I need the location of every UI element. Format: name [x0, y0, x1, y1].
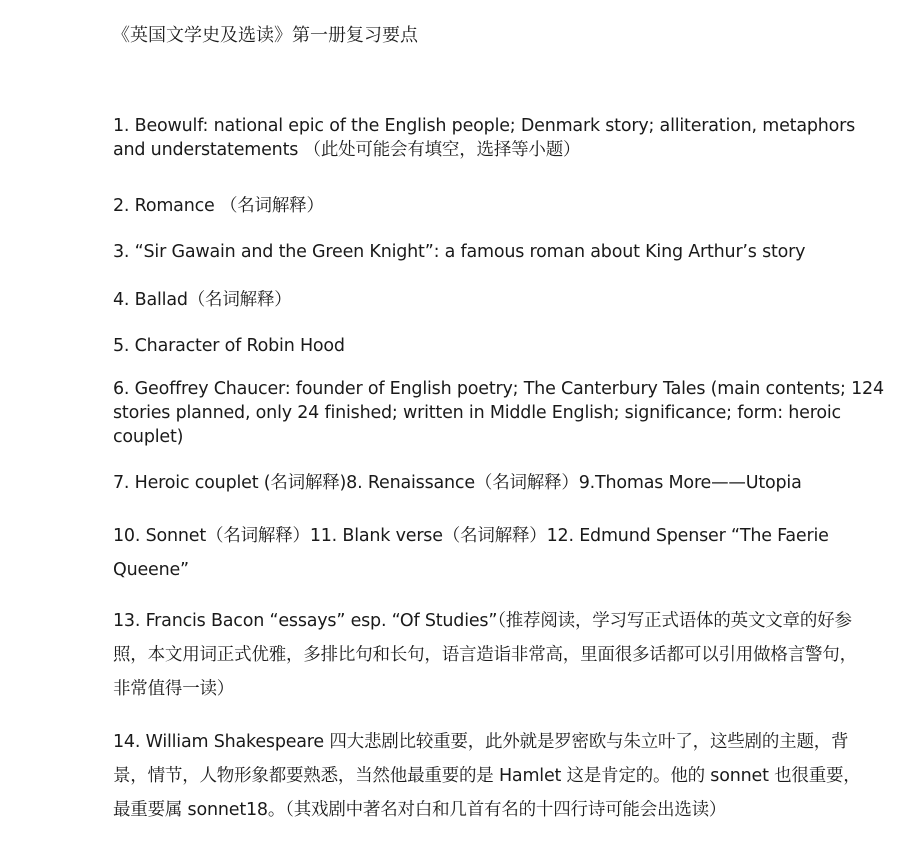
- list-item-bacon: 13. Francis Bacon “essays” esp. “Of Studies”（推荐阅读，学习写正式语体的英文文章的好参照，本文用词正式优雅，多排比句和长句，语言造诣非常高，里面很多话都可以引用做格言警句，非常值得一读）: [113, 611, 857, 699]
- list-item-robin-hood: 5. Character of Robin Hood: [113, 336, 345, 356]
- list-item-romance: 2. Romance （名词解释）: [113, 196, 324, 216]
- list-item-sonnet-blank-verse-spenser: 10. Sonnet（名词解释）11. Blank verse（名词解释）12. Edmund Spenser “The Faerie Queene”: [113, 526, 829, 580]
- list-item-shakespeare: 14. William Shakespeare 四大悲剧比较重要，此外就是罗密欧与朱立叶了，这些剧的主题，背景，情节，人物形象都要熟悉，当然他最重要的是 Hamlet 这是肯定的。他的 sonnet 也很重要，最重要属 sonnet18。（其戏剧中著名对白和几首有名的十四行诗可能会出选读）: [113, 732, 861, 820]
- list-item-heroic-couplet-renaissance-more: 7. Heroic couplet (名词解释)8. Renaissance（名词解释）9.Thomas More——Utopia: [113, 473, 802, 493]
- document-title: 《英国文学史及选读》第一册复习要点: [112, 25, 418, 46]
- list-item-chaucer: 6. Geoffrey Chaucer: founder of English poetry; The Canterbury Tales (main contents; 124 stories planned, only 24 finished; written in Middle English; significance; form: heroic couplet): [113, 379, 884, 447]
- list-item-beowulf: 1. Beowulf: national epic of the English people; Denmark story; alliteration, metaphors and understatements （此处可能会有填空，选择等小题）: [113, 116, 856, 160]
- list-item-ballad: 4. Ballad（名词解释）: [113, 290, 292, 310]
- list-item-sir-gawain: 3. “Sir Gawain and the Green Knight”: a famous roman about King Arthur’s story: [113, 242, 806, 262]
